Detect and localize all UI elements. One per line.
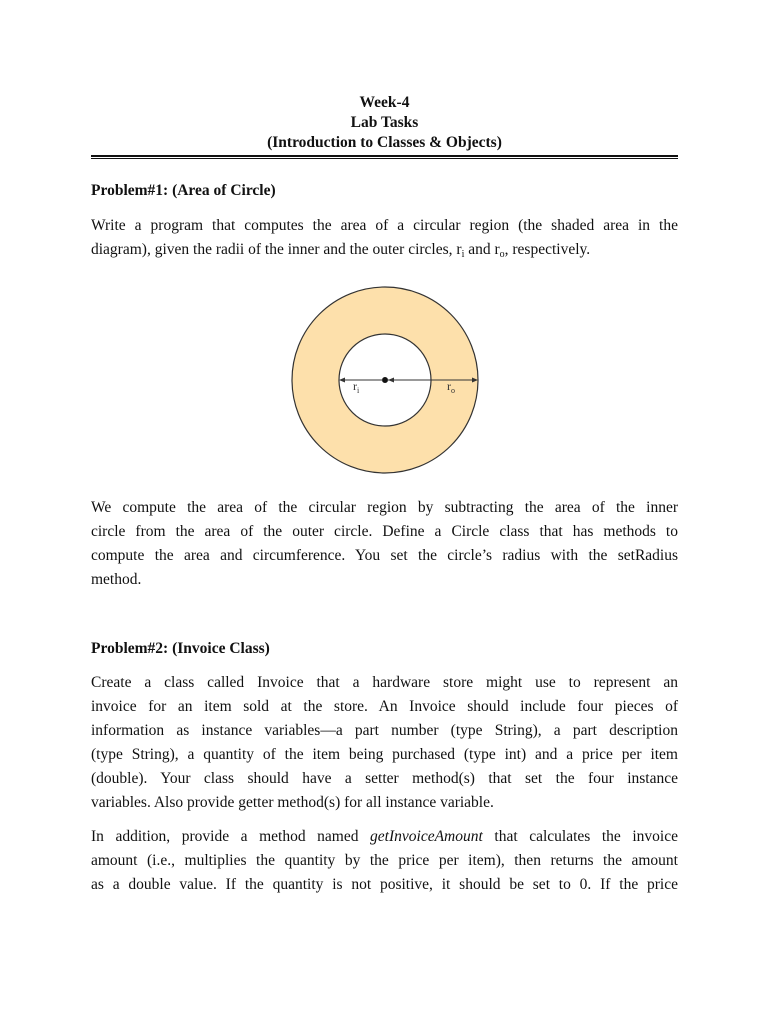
method-name: getInvoiceAmount (370, 828, 483, 845)
problem1-intro (91, 214, 678, 267)
header-divider (91, 155, 678, 159)
problem1-body (91, 496, 678, 592)
problem2-para1-line: Create a class called Invoice that a hardware store might use to represent an (91, 674, 678, 691)
week-title: Week-4 (359, 94, 410, 111)
problem2-para1-line: variables. Also provide getter method(s) for all instance variable. (91, 794, 494, 811)
problem2-para1-line: (double). Your class should have a setter method(s) that set the four instance (91, 770, 678, 787)
problem1-body-line: compute the area and circumference. You set the circle’s radius with the setRadius (91, 547, 678, 564)
problem2-para2 (91, 825, 678, 897)
problem1-body-line: method. (91, 571, 142, 588)
problem1-body-line: We compute the area of the circular region by subtracting the area of the inner (91, 499, 678, 516)
inner-radius-label: $r_i$ (353, 379, 360, 395)
problem1-intro-line1: Write a program that computes the area of a circular region (the shaded area in the (91, 217, 678, 234)
problem2-para2-line: amount (i.e., multiplies the quantity by the price per item), then returns the amount (91, 852, 678, 869)
problem1-heading: Problem#1: (Area of Circle) (91, 182, 276, 199)
problem2-para2-line: as a double value. If the quantity is not positive, it should be set to 0. If the price (91, 876, 678, 893)
problem2-para2-line1: In addition, provide a method named getInvoiceAmount that calculates the invoice (91, 828, 678, 845)
outer-radius-label: $r_o$ (447, 379, 455, 395)
problem2-heading: Problem#2: (Invoice Class) (91, 640, 270, 657)
problem2-para1-line: (type String), a quantity of the item being purchased (type int) and a price per item (91, 746, 678, 763)
document-header (91, 93, 678, 153)
annulus-diagram (287, 282, 483, 478)
problem1-intro-line2: diagram), given the radii of the inner and the outer circles, $r_i$ and $r_o$, respectively. (91, 241, 591, 260)
problem1-body-line: circle from the area of the outer circle. Define a Circle class that has methods to (91, 523, 678, 540)
problem2-para1-line: invoice for an item sold at the store. An Invoice should include four pieces of (91, 698, 678, 715)
topic-title: (Introduction to Classes & Objects) (267, 134, 502, 151)
problem2-para1 (91, 671, 678, 815)
problem2-para1-line: information as instance variables—a part number (type String), a part description (91, 722, 678, 739)
lab-tasks-title: Lab Tasks (350, 114, 419, 131)
